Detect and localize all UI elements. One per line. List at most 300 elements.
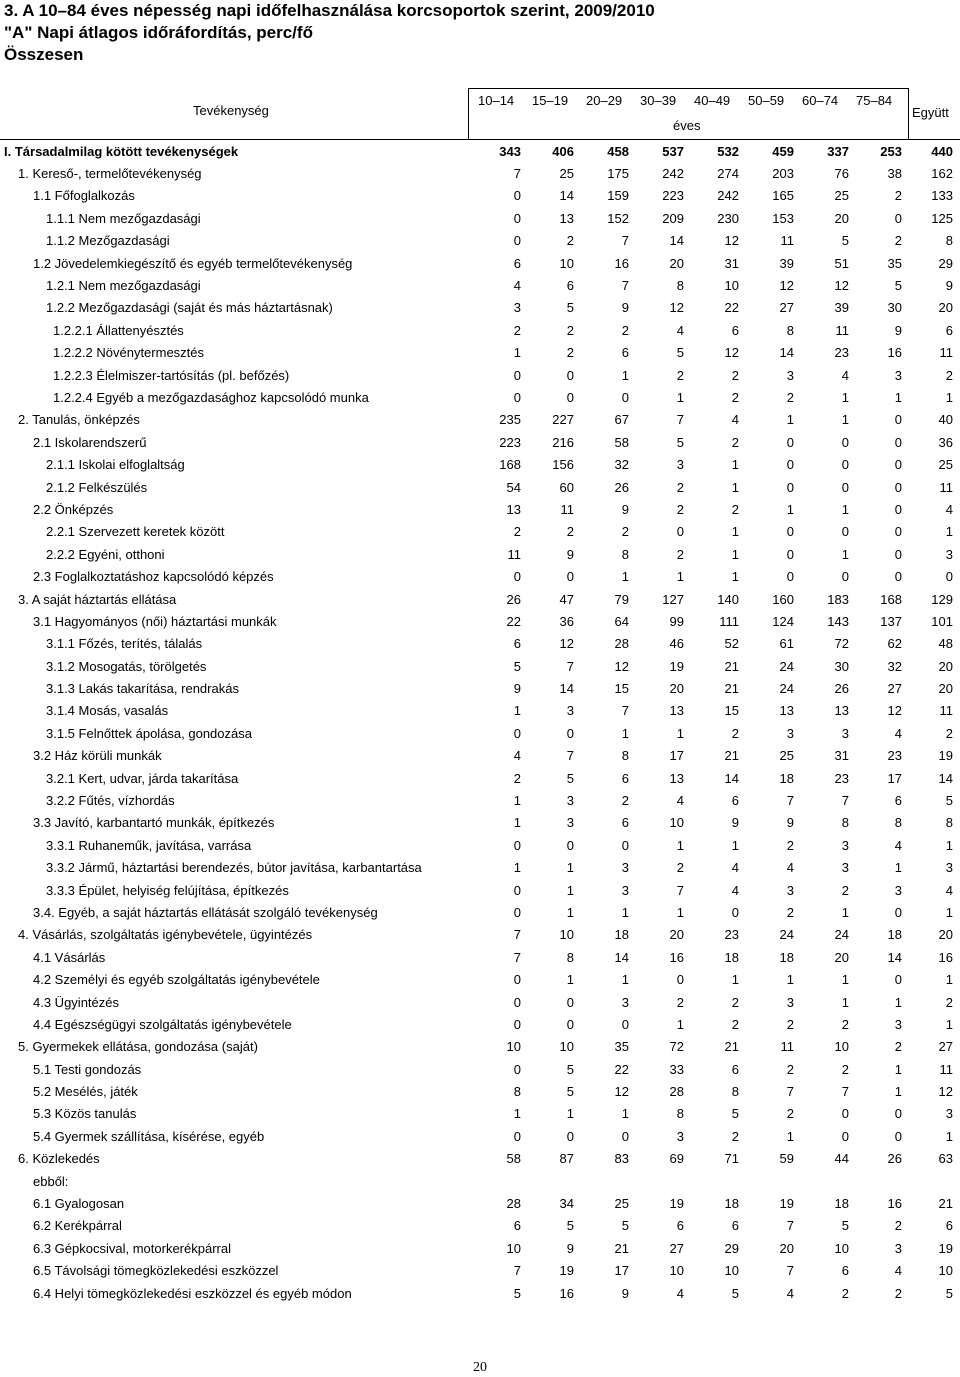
row-value-cell: 59 [779, 1151, 794, 1167]
row-value-cell: 2 [786, 904, 794, 920]
row-total-cell: 19 [938, 748, 953, 764]
row-total-cell: 1 [945, 389, 953, 405]
row-value-cell: 7 [786, 1084, 794, 1100]
row-value-cell: 0 [566, 569, 574, 585]
row-value-cell: 28 [506, 1196, 521, 1212]
row-value-cell: 5 [513, 658, 521, 674]
table-row [0, 946, 960, 968]
row-value-cell: 18 [887, 927, 902, 943]
row-value-cell: 406 [552, 143, 574, 159]
header-age-75-84: 75–84 [856, 93, 893, 108]
row-value-cell: 10 [559, 255, 574, 271]
row-value-cell: 0 [786, 479, 794, 495]
row-value-cell: 76 [834, 166, 849, 182]
row-value-cell: 2 [894, 188, 902, 204]
row-total-cell: 440 [931, 143, 953, 159]
row-value-cell: 235 [499, 412, 521, 428]
row-value-cell: 27 [779, 300, 794, 316]
row-label: 3.1.5 Felnőttek ápolása, gondozása [46, 725, 252, 741]
table-row [0, 274, 960, 296]
table-row [0, 745, 960, 767]
row-value-cell: 1 [841, 972, 849, 988]
row-label: 4.4 Egészségügyi szolgáltatás igénybevétele [33, 1016, 292, 1032]
row-label: 3.1.3 Lakás takarítása, rendrakás [46, 681, 239, 697]
row-value-cell: 13 [834, 703, 849, 719]
row-value-cell: 15 [724, 703, 739, 719]
row-value-cell: 4 [786, 1285, 794, 1301]
row-label: I. Társadalmilag kötött tevékenységek [4, 143, 239, 159]
row-value-cell: 26 [834, 681, 849, 697]
row-value-cell: 7 [621, 703, 629, 719]
table-row [0, 342, 960, 364]
row-value-cell: 99 [669, 613, 684, 629]
row-value-cell: 2 [841, 1061, 849, 1077]
row-value-cell: 25 [614, 1196, 629, 1212]
row-value-cell: 11 [560, 501, 574, 517]
row-value-cell: 11 [780, 233, 794, 249]
row-value-cell: 2 [731, 367, 739, 383]
row-label: 3.2.2 Fűtés, vízhordás [46, 793, 175, 809]
row-value-cell: 137 [880, 613, 902, 629]
row-value-cell: 0 [894, 972, 902, 988]
row-label: 3.2.1 Kert, udvar, járda takarítása [46, 770, 239, 786]
row-value-cell: 4 [676, 793, 684, 809]
row-value-cell [691, 1170, 746, 1192]
row-value-cell: 159 [607, 188, 629, 204]
row-value-cell: 2 [786, 1106, 794, 1122]
row-label: 3.3.2 Jármű, háztartási berendezés, bútor javítása, karbantartása [46, 860, 422, 876]
row-value-cell: 1 [731, 546, 739, 562]
row-value-cell: 19 [669, 658, 684, 674]
row-value-cell: 0 [513, 233, 521, 249]
row-label: 3.2 Ház körüli munkák [33, 748, 162, 764]
row-value-cell: 5 [621, 1218, 629, 1234]
row-value-cell: 1 [621, 725, 629, 741]
row-value-cell: 5 [841, 1218, 849, 1234]
row-value-cell: 0 [894, 569, 902, 585]
row-value-cell: 16 [887, 1196, 902, 1212]
table-row [0, 565, 960, 587]
row-value-cell [528, 1170, 581, 1192]
row-value-cell: 2 [731, 389, 739, 405]
row-value-cell: 21 [724, 1039, 739, 1055]
row-value-cell: 17 [614, 1263, 629, 1279]
table-row [0, 901, 960, 923]
row-value-cell: 12 [724, 345, 739, 361]
row-value-cell: 1 [513, 345, 521, 361]
row-value-cell: 0 [786, 569, 794, 585]
row-value-cell: 127 [662, 591, 684, 607]
row-total-cell: 162 [931, 166, 953, 182]
row-value-cell: 1 [621, 972, 629, 988]
row-value-cell: 13 [669, 770, 684, 786]
row-value-cell: 8 [676, 278, 684, 294]
row-value-cell: 5 [676, 434, 684, 450]
row-value-cell: 2 [786, 389, 794, 405]
row-value-cell: 3 [786, 882, 794, 898]
row-value-cell: 2 [566, 524, 574, 540]
header-age-50-59: 50–59 [748, 93, 785, 108]
row-label: 5.4 Gyermek szállítása, kísérése, egyéb [33, 1128, 265, 1144]
row-label: 1.2.2 Mezőgazdasági (saját és más háztartásnak) [46, 300, 333, 316]
row-value-cell: 32 [887, 658, 902, 674]
header-total: Együtt [912, 105, 949, 120]
row-value-cell: 1 [841, 994, 849, 1010]
row-value-cell: 4 [676, 322, 684, 338]
row-value-cell: 183 [827, 591, 849, 607]
row-value-cell: 2 [676, 860, 684, 876]
row-label: 3.1 Hagyományos (női) háztartási munkák [33, 613, 277, 629]
row-value-cell [636, 1170, 691, 1192]
row-value-cell: 13 [506, 501, 521, 517]
row-value-cell: 532 [717, 143, 739, 159]
row-value-cell: 20 [669, 681, 684, 697]
row-total-cell: 8 [945, 233, 953, 249]
row-value-cell: 21 [614, 1240, 629, 1256]
row-value-cell: 0 [621, 1016, 629, 1032]
row-value-cell: 0 [786, 546, 794, 562]
row-value-cell: 46 [669, 636, 684, 652]
table-row [0, 1080, 960, 1102]
row-value-cell: 7 [786, 1263, 794, 1279]
row-value-cell: 0 [621, 837, 629, 853]
table-subtitle: "A" Napi átlagos időráfordítás, perc/fő [4, 23, 313, 42]
row-value-cell: 0 [894, 524, 902, 540]
row-value-cell: 0 [841, 1128, 849, 1144]
row-value-cell: 0 [841, 479, 849, 495]
row-value-cell: 1 [513, 1106, 521, 1122]
row-value-cell: 0 [894, 412, 902, 428]
row-total-cell: 20 [938, 927, 953, 943]
row-value-cell: 1 [786, 972, 794, 988]
row-total-cell: 14 [938, 770, 953, 786]
row-value-cell: 1 [676, 569, 684, 585]
row-value-cell: 16 [614, 255, 629, 271]
row-value-cell: 2 [621, 793, 629, 809]
row-value-cell: 2 [621, 524, 629, 540]
row-value-cell: 3 [894, 882, 902, 898]
row-value-cell: 3 [676, 1128, 684, 1144]
row-value-cell: 30 [834, 658, 849, 674]
row-value-cell: 19 [559, 1263, 574, 1279]
row-value-cell: 1 [566, 860, 574, 876]
row-value-cell: 2 [676, 501, 684, 517]
row-value-cell: 27 [669, 1240, 684, 1256]
row-value-cell: 203 [772, 166, 794, 182]
row-value-cell: 3 [566, 815, 574, 831]
row-value-cell: 2 [894, 233, 902, 249]
row-label: 5.1 Testi gondozás [33, 1061, 142, 1077]
row-total-cell: 3 [945, 860, 953, 876]
row-value-cell: 6 [731, 1218, 739, 1234]
table-row [0, 991, 960, 1013]
row-value-cell: 0 [513, 994, 521, 1010]
row-value-cell: 1 [566, 1106, 574, 1122]
row-value-cell: 2 [894, 1039, 902, 1055]
row-value-cell: 7 [676, 882, 684, 898]
header-age-30-39: 30–39 [640, 93, 677, 108]
row-label: 4.3 Ügyintézés [33, 994, 119, 1010]
row-value-cell: 3 [841, 837, 849, 853]
row-value-cell: 4 [513, 278, 521, 294]
row-label: 3.3 Javító, karbantartó munkák, építkezés [33, 815, 275, 831]
row-value-cell: 2 [731, 1016, 739, 1032]
row-value-cell: 6 [676, 1218, 684, 1234]
row-value-cell: 26 [887, 1151, 902, 1167]
row-label: 4.2 Személyi és egyéb szolgáltatás igénybevétele [33, 972, 320, 988]
row-value-cell: 21 [724, 658, 739, 674]
row-value-cell: 5 [566, 1218, 574, 1234]
row-value-cell: 1 [731, 479, 739, 495]
row-value-cell: 3 [786, 994, 794, 1010]
table-row [0, 677, 960, 699]
row-total-cell: 101 [931, 613, 953, 629]
row-value-cell: 242 [662, 166, 684, 182]
row-value-cell: 343 [499, 143, 521, 159]
row-value-cell: 18 [779, 949, 794, 965]
row-value-cell: 6 [621, 345, 629, 361]
row-label: 1.1.2 Mezőgazdasági [46, 233, 170, 249]
row-value-cell: 6 [513, 1218, 521, 1234]
row-value-cell: 8 [621, 748, 629, 764]
row-value-cell: 1 [621, 1106, 629, 1122]
row-value-cell: 0 [513, 1016, 521, 1032]
row-total-cell: 63 [938, 1151, 953, 1167]
row-value-cell: 253 [880, 143, 902, 159]
row-value-cell: 9 [786, 815, 794, 831]
table-row [0, 767, 960, 789]
row-value-cell: 3 [621, 860, 629, 876]
row-value-cell: 4 [841, 367, 849, 383]
row-total-cell: 3 [945, 1106, 953, 1122]
row-value-cell: 5 [894, 278, 902, 294]
row-value-cell: 2 [731, 501, 739, 517]
row-value-cell: 337 [827, 143, 849, 159]
row-value-cell: 7 [513, 927, 521, 943]
row-total-cell: 1 [945, 837, 953, 853]
row-label: 1.2.2.3 Élelmiszer-tartósítás (pl. befőzés) [53, 367, 290, 383]
row-value-cell: 2 [676, 367, 684, 383]
row-value-cell: 0 [894, 501, 902, 517]
row-label: 3.4. Egyéb, a saját háztartás ellátását szolgáló tevékenység [33, 904, 378, 920]
row-value-cell: 2 [786, 837, 794, 853]
row-value-cell: 67 [614, 412, 629, 428]
row-total-cell: 10 [938, 1263, 953, 1279]
row-value-cell: 3 [841, 725, 849, 741]
row-label: ebből: [33, 1173, 69, 1189]
row-value-cell: 1 [566, 904, 574, 920]
row-value-cell: 8 [676, 1106, 684, 1122]
row-label: 6.4 Helyi tömegközlekedési eszközzel és egyéb módon [33, 1285, 352, 1301]
row-value-cell: 3 [894, 1016, 902, 1032]
table-header [0, 88, 960, 140]
row-value-cell: 4 [786, 860, 794, 876]
table-row [0, 431, 960, 453]
row-total-cell: 11 [939, 1061, 953, 1077]
row-value-cell: 1 [621, 904, 629, 920]
table-row [0, 1058, 960, 1080]
table-row [0, 1215, 960, 1237]
row-value-cell: 0 [513, 1061, 521, 1077]
row-value-cell: 1 [894, 1084, 902, 1100]
row-total-cell: 11 [939, 703, 953, 719]
row-value-cell: 209 [662, 210, 684, 226]
row-value-cell: 4 [731, 860, 739, 876]
row-value-cell: 0 [566, 725, 574, 741]
row-value-cell: 216 [552, 434, 574, 450]
row-value-cell: 12 [834, 278, 849, 294]
row-value-cell: 44 [834, 1151, 849, 1167]
row-value-cell: 0 [841, 524, 849, 540]
row-total-cell: 48 [938, 636, 953, 652]
row-label: 3.1.2 Mosogatás, törölgetés [46, 658, 207, 674]
row-value-cell: 175 [607, 166, 629, 182]
row-label: 3. A saját háztartás ellátása [18, 591, 177, 607]
row-value-cell: 0 [621, 389, 629, 405]
row-value-cell: 2 [566, 345, 574, 361]
row-value-cell: 0 [841, 457, 849, 473]
row-total-cell: 4 [945, 882, 953, 898]
row-value-cell: 12 [887, 703, 902, 719]
row-value-cell: 4 [894, 725, 902, 741]
row-total-cell: 21 [938, 1196, 953, 1212]
table-row [0, 252, 960, 274]
row-label: 5. Gyermekek ellátása, gondozása (saját) [18, 1039, 258, 1055]
row-label: 2.2.2 Egyéni, otthoni [46, 546, 165, 562]
row-total-cell: 2 [945, 725, 953, 741]
row-value-cell: 2 [513, 322, 521, 338]
row-value-cell: 10 [834, 1240, 849, 1256]
row-value-cell [801, 1170, 856, 1192]
row-value-cell: 227 [552, 412, 574, 428]
row-value-cell: 39 [834, 300, 849, 316]
row-value-cell: 9 [894, 322, 902, 338]
row-value-cell: 5 [566, 300, 574, 316]
row-value-cell: 14 [669, 233, 684, 249]
row-total-cell: 133 [931, 188, 953, 204]
row-value-cell: 5 [676, 345, 684, 361]
row-value-cell: 124 [772, 613, 794, 629]
row-total-cell: 25 [938, 457, 953, 473]
row-value-cell: 9 [566, 1240, 574, 1256]
row-label: 2.2.1 Szervezett keretek között [46, 524, 225, 540]
row-value-cell: 52 [724, 636, 739, 652]
row-value-cell: 25 [779, 748, 794, 764]
row-value-cell: 0 [894, 210, 902, 226]
row-value-cell: 2 [841, 1285, 849, 1301]
row-value-cell: 8 [731, 1084, 739, 1100]
row-value-cell: 14 [779, 345, 794, 361]
row-value-cell: 10 [669, 1263, 684, 1279]
row-label: 5.2 Mesélés, játék [33, 1084, 138, 1100]
row-value-cell: 87 [559, 1151, 574, 1167]
row-value-cell: 4 [676, 1285, 684, 1301]
row-value-cell: 8 [566, 949, 574, 965]
row-value-cell: 36 [559, 613, 574, 629]
header-age-60-74: 60–74 [802, 93, 839, 108]
row-label: 2.1 Iskolarendszerű [33, 434, 147, 450]
table-row [0, 319, 960, 341]
row-value-cell: 1 [841, 546, 849, 562]
table-row [0, 1148, 960, 1170]
row-value-cell: 14 [559, 188, 574, 204]
row-label: 6.2 Kerékpárral [33, 1218, 122, 1234]
table-row [0, 633, 960, 655]
row-value-cell: 60 [559, 479, 574, 495]
row-value-cell: 2 [731, 725, 739, 741]
row-value-cell: 10 [724, 1263, 739, 1279]
row-value-cell: 35 [614, 1039, 629, 1055]
row-value-cell: 11 [780, 1039, 794, 1055]
row-value-cell: 1 [894, 994, 902, 1010]
row-value-cell: 10 [669, 815, 684, 831]
row-value-cell: 12 [614, 658, 629, 674]
row-value-cell: 16 [559, 1285, 574, 1301]
title-block [4, 0, 655, 66]
row-value-cell: 51 [834, 255, 849, 271]
row-value-cell: 33 [669, 1061, 684, 1077]
row-value-cell: 25 [834, 188, 849, 204]
row-value-cell: 0 [513, 389, 521, 405]
table-row [0, 924, 960, 946]
row-value-cell: 1 [786, 1128, 794, 1144]
row-value-cell: 2 [786, 1016, 794, 1032]
table-row [0, 1013, 960, 1035]
row-value-cell: 58 [614, 434, 629, 450]
row-value-cell: 0 [621, 1128, 629, 1144]
row-value-cell: 28 [669, 1084, 684, 1100]
row-value-cell: 20 [834, 949, 849, 965]
row-total-cell: 1 [945, 1128, 953, 1144]
table-row [0, 453, 960, 475]
row-value-cell: 18 [779, 770, 794, 786]
row-value-cell: 23 [834, 770, 849, 786]
row-value-cell: 17 [669, 748, 684, 764]
row-value-cell: 20 [834, 210, 849, 226]
row-value-cell: 5 [841, 233, 849, 249]
table-row [0, 789, 960, 811]
row-value-cell: 0 [786, 434, 794, 450]
row-value-cell: 7 [513, 949, 521, 965]
row-label: 3.1.1 Főzés, terítés, tálalás [46, 636, 203, 652]
row-total-cell: 20 [938, 681, 953, 697]
row-value-cell: 79 [614, 591, 629, 607]
row-value-cell: 0 [894, 1106, 902, 1122]
row-total-cell: 1 [945, 524, 953, 540]
row-total-cell: 8 [945, 815, 953, 831]
table-row [0, 834, 960, 856]
row-value-cell: 20 [779, 1240, 794, 1256]
row-total-cell: 2 [945, 994, 953, 1010]
row-value-cell: 26 [614, 479, 629, 495]
row-value-cell: 7 [566, 748, 574, 764]
row-value-cell: 6 [513, 255, 521, 271]
row-value-cell: 71 [724, 1151, 739, 1167]
row-value-cell: 2 [676, 546, 684, 562]
row-label: 4. Vásárlás, szolgáltatás igénybevétele, ügyintézés [18, 927, 313, 943]
row-total-cell: 20 [938, 300, 953, 316]
table-row [0, 722, 960, 744]
row-value-cell: 0 [566, 837, 574, 853]
table-body [0, 140, 960, 1304]
row-value-cell: 6 [731, 322, 739, 338]
row-value-cell: 58 [506, 1151, 521, 1167]
header-age-40-49: 40–49 [694, 93, 731, 108]
table-row [0, 655, 960, 677]
row-value-cell: 10 [724, 278, 739, 294]
row-value-cell: 1 [513, 793, 521, 809]
row-value-cell: 3 [786, 367, 794, 383]
